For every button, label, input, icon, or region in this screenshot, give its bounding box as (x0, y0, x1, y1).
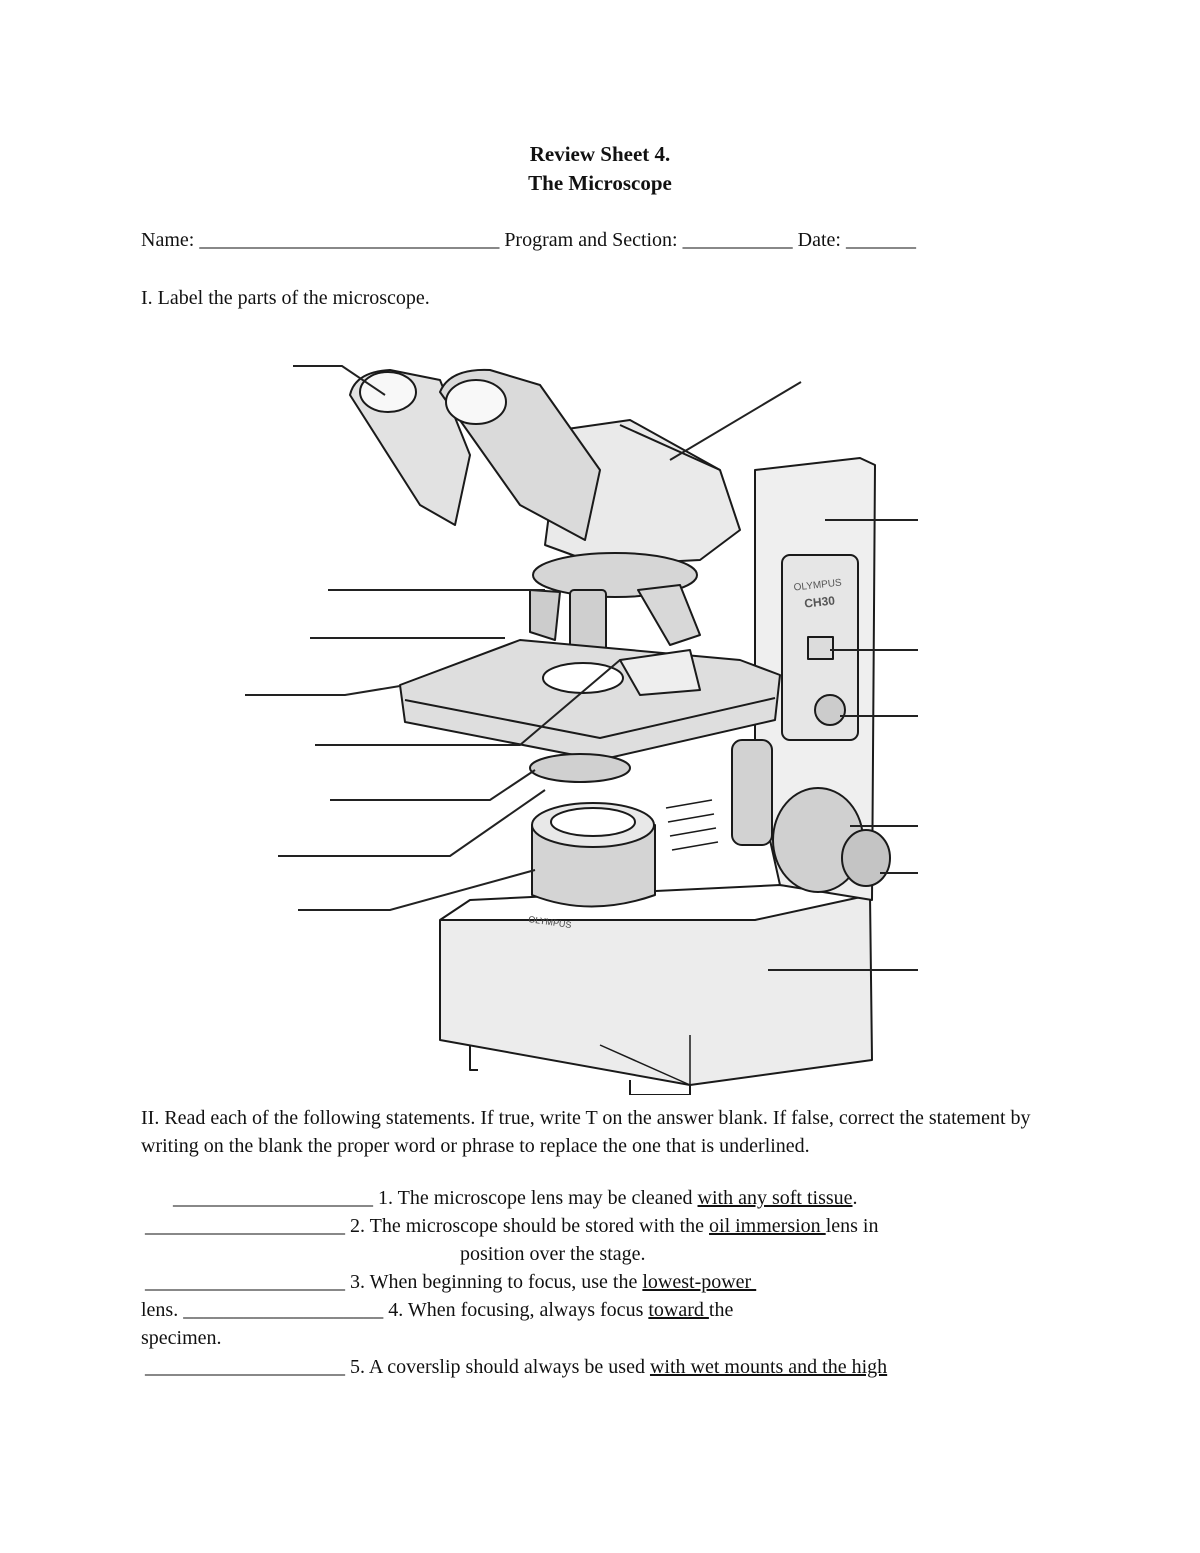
question-4-continued: specimen. (141, 1327, 222, 1349)
model-label: CH30 (803, 593, 836, 611)
name-blank[interactable]: ______________________________ (199, 229, 500, 251)
worksheet-subtitle: The Microscope (528, 171, 672, 195)
eyepiece-lens-left (360, 372, 416, 412)
base-brand-label: OLYMPUS (527, 914, 573, 931)
underlined-phrase-4: toward (648, 1299, 709, 1321)
student-info-line (141, 229, 916, 252)
section-2-intro: II. Read each of the following statements. If true, write T on the answer blank. If false, correct the statement by writing on the blank the proper word or phrase to replace the one that is underlined. (141, 1107, 1031, 1157)
answer-blank-3[interactable]: ____________________ (145, 1271, 345, 1293)
worksheet-title: Review Sheet 4. (529, 142, 671, 166)
answer-blank-5[interactable]: ____________________ (145, 1356, 345, 1378)
underlined-phrase-5: with wet mounts and the high (649, 1356, 888, 1378)
underlined-phrase-2: oil immersion (709, 1215, 826, 1237)
power-switch (808, 637, 833, 659)
objective-3 (530, 590, 560, 640)
date-blank[interactable]: _______ (845, 229, 916, 251)
label-line-head (670, 382, 801, 460)
name-label: Name: (141, 229, 195, 251)
label-line-illuminator (298, 870, 535, 910)
question-4: lens. ____________________ 4. When focusing, always focus toward the (141, 1299, 734, 1321)
label-line-stage (245, 686, 400, 695)
question-5: ____________________ 5. A coverslip should always be used with wet mounts and the high (145, 1356, 888, 1378)
program-label: Program and Section: (504, 229, 678, 251)
answer-blank-4[interactable]: ____________________ (183, 1299, 384, 1321)
date-label: Date: (797, 229, 841, 251)
program-blank[interactable]: ___________ (682, 229, 793, 251)
vent-grille (666, 800, 718, 850)
question-2: ____________________ 2. The microscope should be stored with the oil immersion lens in (145, 1215, 879, 1237)
question-2-continued: position over the stage. (460, 1243, 646, 1265)
condenser (530, 754, 630, 782)
answer-blank-2[interactable]: ____________________ (145, 1215, 345, 1237)
question-3: ____________________ 3. When beginning to focus, use the lowest-power (145, 1271, 757, 1293)
eyepiece-lens-right (446, 380, 506, 424)
underlined-phrase-3: lowest-power (642, 1271, 757, 1293)
underlined-phrase-1: with any soft tissue (697, 1187, 853, 1209)
microscope-diagram (230, 345, 930, 1095)
fine-focus-knob (842, 830, 890, 886)
section-1-heading: I. Label the parts of the microscope. (141, 287, 430, 309)
brand-label: OLYMPUS (793, 577, 843, 594)
base (440, 895, 872, 1085)
stage (400, 640, 780, 760)
answer-blank-1[interactable]: ____________________ (173, 1187, 373, 1209)
light-intensity-knob (815, 695, 845, 725)
objective-2 (638, 585, 700, 645)
question-1: ____________________ 1. The microscope lens may be cleaned with any soft tissue. (173, 1187, 858, 1209)
label-line-condenser (330, 770, 535, 800)
stage-adjustment-knob (732, 740, 772, 845)
